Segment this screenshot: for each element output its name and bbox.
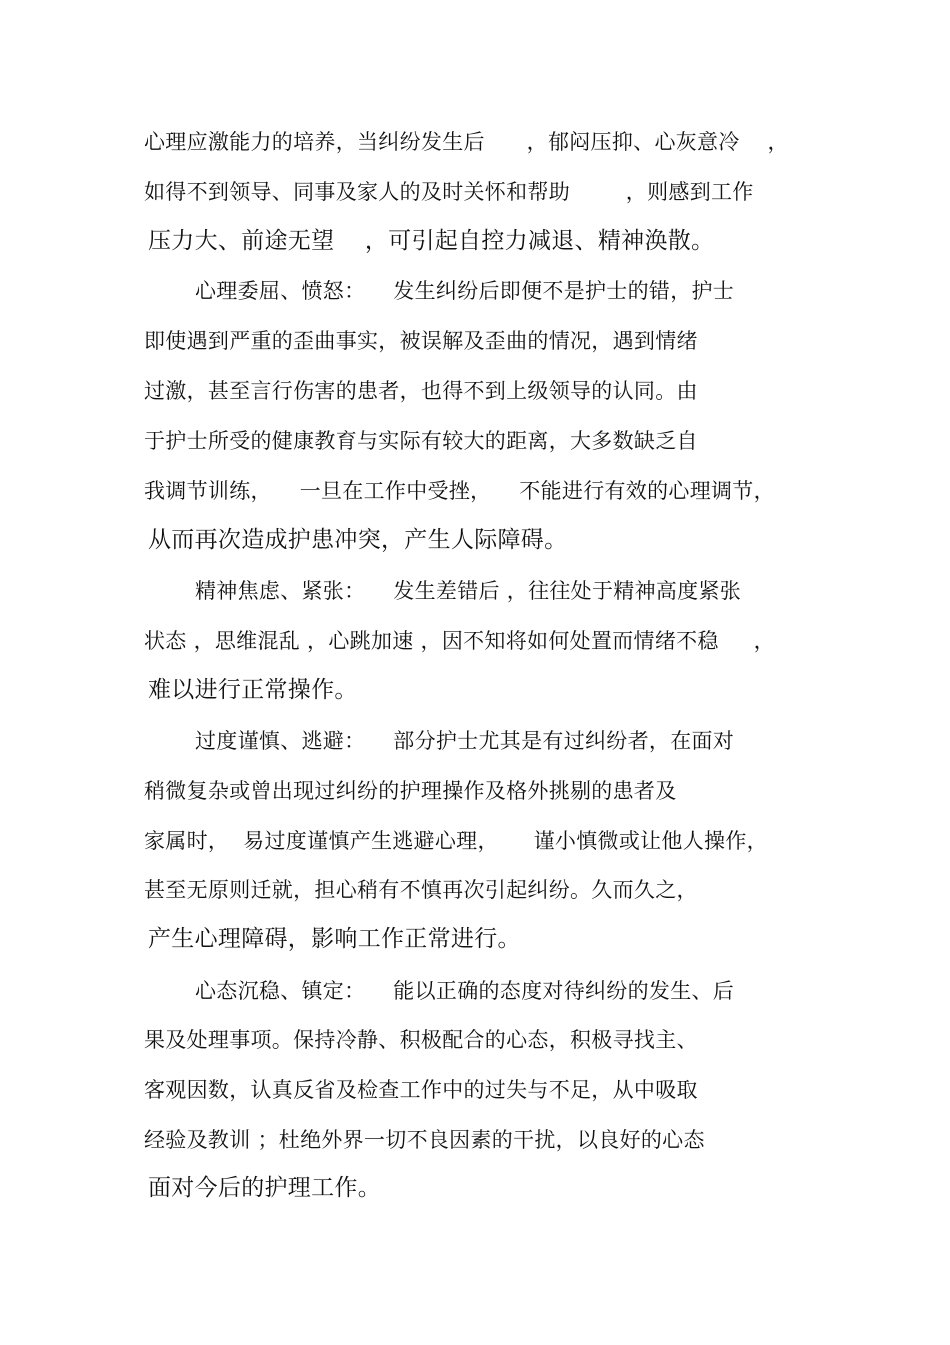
text-line: 过激，甚至言行伤害的患者，也得不到上级领导的认同。由 [144, 379, 698, 403]
text-line: 客观因数，认真反省及检查工作中的过失与不足，从中吸取 [144, 1078, 698, 1102]
text-line: 从而再次造成护患冲突，产生人际障碍。 [148, 527, 568, 553]
text-line: 难以进行正常操作。 [148, 677, 358, 703]
text-line: 产生心理障碍，影响工作正常进行。 [148, 926, 521, 952]
text-line: 稍微复杂或曾出现过纠纷的护理操作及格外挑剔的患者及 [144, 779, 677, 803]
text-line: 经验及教训 ；杜绝外界一切不良因素的干扰，以良好的心态 [144, 1128, 705, 1152]
text-line: 甚至无原则迁就，担心稍有不慎再次引起纠纷。久而久之， [144, 878, 698, 902]
text-line: 状态 ，思维混乱 ，心跳加速 ，因不知将如何处置而情绪不稳 ， [144, 629, 775, 653]
text-line: 面对今后的护理工作。 [148, 1175, 381, 1201]
text-line: 家属时， 易过度谨慎产生逃避心理， 谨小慎微或让他人操作， [144, 829, 768, 853]
paragraph-heading-line: 过度谨慎、逃避： 部分护士尤其是有过纠纷者，在面对 [195, 729, 735, 753]
text-line: 我调节训练， 一旦在工作中受挫， 不能进行有效的心理调节， [144, 479, 775, 503]
text-line: 于护士所受的健康教育与实际有较大的距离，大多数缺乏自 [144, 429, 698, 453]
paragraph-heading-line: 心理委屈、愤怒： 发生纠纷后即便不是护士的错，护士 [195, 279, 735, 303]
paragraph-heading-line: 心态沉稳、镇定： 能以正确的态度对待纠纷的发生、后 [195, 979, 735, 1003]
text-line: 压力大、前途无望 ，可引起自控力减退、精神涣散。 [148, 228, 715, 254]
text-line: 果及处理事项。保持冷静、积极配合的心态，积极寻找主、 [144, 1028, 698, 1052]
text-line: 心理应激能力的培养，当纠纷发生后 ，郁闷压抑、心灰意冷 ， [144, 130, 789, 154]
text-line: 如得不到领导、同事及家人的及时关怀和帮助 ，则感到工作 [144, 180, 754, 204]
paragraph-heading-line: 精神焦虑、紧张： 发生差错后 ，往往处于精神高度紧张 [195, 579, 742, 603]
text-line: 即使遇到严重的歪曲事实，被误解及歪曲的情况，遇到情绪 [144, 329, 698, 353]
